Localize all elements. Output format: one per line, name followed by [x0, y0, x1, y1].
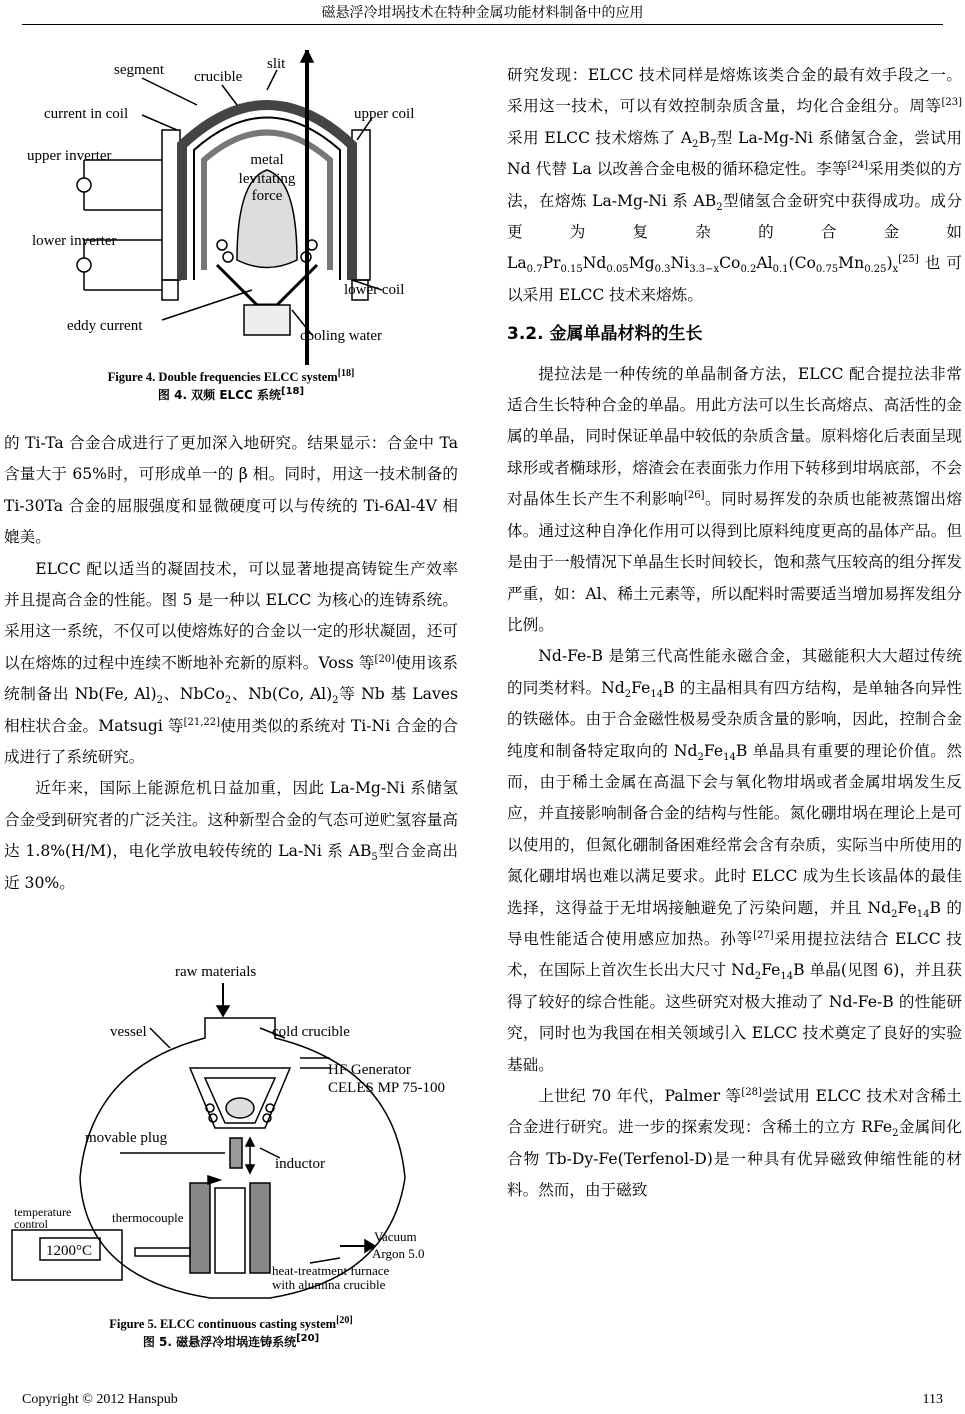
label-control: control	[14, 1217, 48, 1231]
running-header: 磁悬浮冷坩埚技术在特种金属功能材料制备中的应用	[321, 5, 644, 21]
label-upper-coil: upper coil	[354, 106, 415, 122]
label-metal: metal	[250, 152, 284, 168]
figure-5-caption	[4, 1315, 458, 1351]
page-number: 113	[922, 1392, 943, 1407]
label-alumina: with alumina crucible	[272, 1277, 386, 1292]
paragraph: 上世纪 70 年代，Palmer 等[28]尝试用 ELCC 技术对含稀土合金进行研究。进一步的探索发现：含稀土的立方 RFe$_2$金属间化合物 Tb-Dy-Fe(Terfenol-D)是一种具有优异磁致伸缩性能的材料。然而，由于磁致	[507, 1086, 963, 1200]
figure-4-caption	[4, 368, 458, 404]
label-furnace: heat-treatment furnace	[272, 1263, 390, 1278]
paragraph: 提拉法是一种传统的单晶制备方法，ELCC 配合提拉法非常适合生长特种合金的单晶。用此方法可以生长高熔点、高活性的金属的单晶，同时保证单晶中较低的杂质含量。原料熔化后表面呈现球形或者椭球形，熔渣会在表面张力作用下转移到坩埚底部，不会对晶体生长产生不利影响[26]。同时易挥发的杂质也能被蒸馏出熔体。通过这种自净化作用可以得到比原料纯度更高的晶体产品。但是由于一般情况下单晶生长时间较长，饱和蒸气压较高的组分挥发严重，如：Al、稀土元素等，所以配料时需要适当增加易挥发组分比例。	[507, 364, 962, 634]
label-movable-plug: movable plug	[85, 1130, 168, 1146]
label-temp-value: 1200°C	[46, 1243, 93, 1259]
label-current-in-coil: current in coil	[44, 106, 129, 122]
right-column-text	[507, 60, 962, 1207]
label-temperature: temperature	[14, 1205, 72, 1219]
label-cold-crucible: cold crucible	[272, 1024, 350, 1040]
paragraph: 的 Ti-Ta 合金合成进行了更加深入地研究。结果显示：合金中 Ta 含量大于 65%时，可形成单一的 β 相。同时，用这一技术制备的 Ti-30Ta 合金的屈服强度和显微硬度可以与传统的 Ti-6Al-4V 相媲美。	[4, 434, 458, 547]
figure-5-caption-zh: 图 5. 磁悬浮冷坩埚连铸系统[20]	[142, 1333, 320, 1349]
footer-copyright: Copyright © 2012 Hanspub	[22, 1392, 178, 1407]
label-celes: CELES MP 75-100	[328, 1080, 445, 1096]
figure-4-caption-zh: 图 4. 双频 ELCC 系统[18]	[157, 386, 305, 402]
paragraph: 研究发现：ELCC 技术同样是熔炼该类合金的最有效手段之一。采用这一技术，可以有效控制杂质含量，均化合金组分。周等[23]采用 ELCC 技术熔炼了 $A_2B_7$型 La-Mg-Ni 系储氢合金，尝试用 Nd 代替 La 以改善合金电极的循环稳定性。李等[24]采用类似的方法，在熔炼 La-Mg-Ni 系 $AB_2$型储氢合金研究中获得成功。成分更为复杂的合金如 $La_{0.7}Pr_{0.15}Nd_{0.05}Mg_{0.3}Ni_{3.3-x}Co_{0.2}Al_{0.1}(Co_{0.75}Mn_{0.25})_x[25]$也可以采用 ELCC 技术来熔炼。	[507, 66, 963, 304]
label-segment: segment	[114, 62, 164, 78]
label-raw-materials: raw materials	[175, 964, 257, 980]
label-lower-inverter: lower inverter	[32, 233, 117, 249]
label-hf-generator: HF Generator	[328, 1062, 411, 1078]
label-inductor: inductor	[275, 1156, 325, 1172]
label-levitating: levitating	[238, 171, 296, 187]
label-eddy-current: eddy current	[67, 318, 143, 334]
figure-4-caption-en: Figure 4. Double frequencies ELCC system[18]	[107, 367, 355, 384]
label-lower-coil: lower coil	[344, 282, 405, 298]
figure-5-caption-en: Figure 5. ELCC continuous casting system[20]	[109, 1314, 353, 1331]
left-column-text-top	[4, 428, 458, 899]
label-thermocouple: thermocouple	[112, 1210, 184, 1225]
label-crucible: crucible	[194, 69, 243, 85]
label-vacuum: Vacuum	[374, 1229, 417, 1244]
label-force: force	[251, 188, 283, 204]
figure-5	[10, 958, 455, 1313]
figure-4-diagram	[22, 50, 452, 365]
label-slit: slit	[267, 56, 286, 72]
paragraph: 近年来，国际上能源危机日益加重，因此 La-Mg-Ni 系储氢合金受到研究者的广泛关注。这种新型合金的气态可逆贮氢容量高达 1.8%(H/M)，电化学放电较传统的 La-Ni 系 $AB_5$型合金高出近 30%。	[4, 779, 458, 892]
label-upper-inverter: upper inverter	[27, 148, 112, 164]
header-rule	[22, 24, 943, 25]
section-title: 3.2. 金属单晶材料的生长	[507, 324, 703, 345]
paragraph: ELCC 配以适当的凝固技术，可以显著地提高铸锭生产效率并且提高合金的性能。图 5 是一种以 ELCC 为核心的连铸系统。采用这一系统，不仅可以使熔炼好的合金以一定的形状凝固，还可以在熔炼的过程中连续不断地补充新的原料。Voss 等[20]使用该系统制备出 Nb(Fe, $Al)_2$、NbCo$_2$、Nb(Co, $Al)_2$等 Nb 基 Laves 相柱状合金。Matsugi 等[21,22]使用类似的系统对 Ti-Ni 合金的合成进行了系统研究。	[4, 559, 458, 767]
paragraph: Nd-Fe-B 是第三代高性能永磁合金，其磁能积大大超过传统的同类材料。$Nd_2Fe_{14}B$ 的主晶相具有四方结构，是单轴各向异性的铁磁体。由于合金磁性极易受杂质含量的影响，因此，控制合金纯度和制备特定取向的 $Nd_2Fe_{14}B$ 单晶具有重要的理论价值。然而，由于稀土金属在高温下会与氧化物坩埚或者金属坩埚发生反应，并直接影响制备合金的结构与性能。氮化硼坩埚在理论上是可以使用的，但氮化硼制备困难经常会含有杂质，实际当中所使用的氮化硼坩埚也难以满足要求。此时 ELCC 成为生长该晶体的最佳选择，这得益于无坩埚接触避免了污染问题，并且 $Nd_2Fe_{14}B$ 的导电性能适合使用感应加热。孙等[27]采用提拉法结合 ELCC 技术，在国际上首次生长出大尺寸 $Nd_2Fe_{14}B$ 单晶(见图 6)，并且获得了较好的综合性能。这些研究对极大推动了 Nd-Fe-B 的性能研究，同时也为我国在相关领域引入 ELCC 技术奠定了良好的实验基础。	[507, 647, 962, 1074]
figure-5-diagram	[10, 958, 455, 1313]
label-cooling-water: cooling water	[300, 328, 383, 344]
figure-4	[22, 50, 452, 365]
label-vessel: vessel	[110, 1024, 147, 1040]
label-argon: Argon 5.0	[372, 1246, 425, 1261]
